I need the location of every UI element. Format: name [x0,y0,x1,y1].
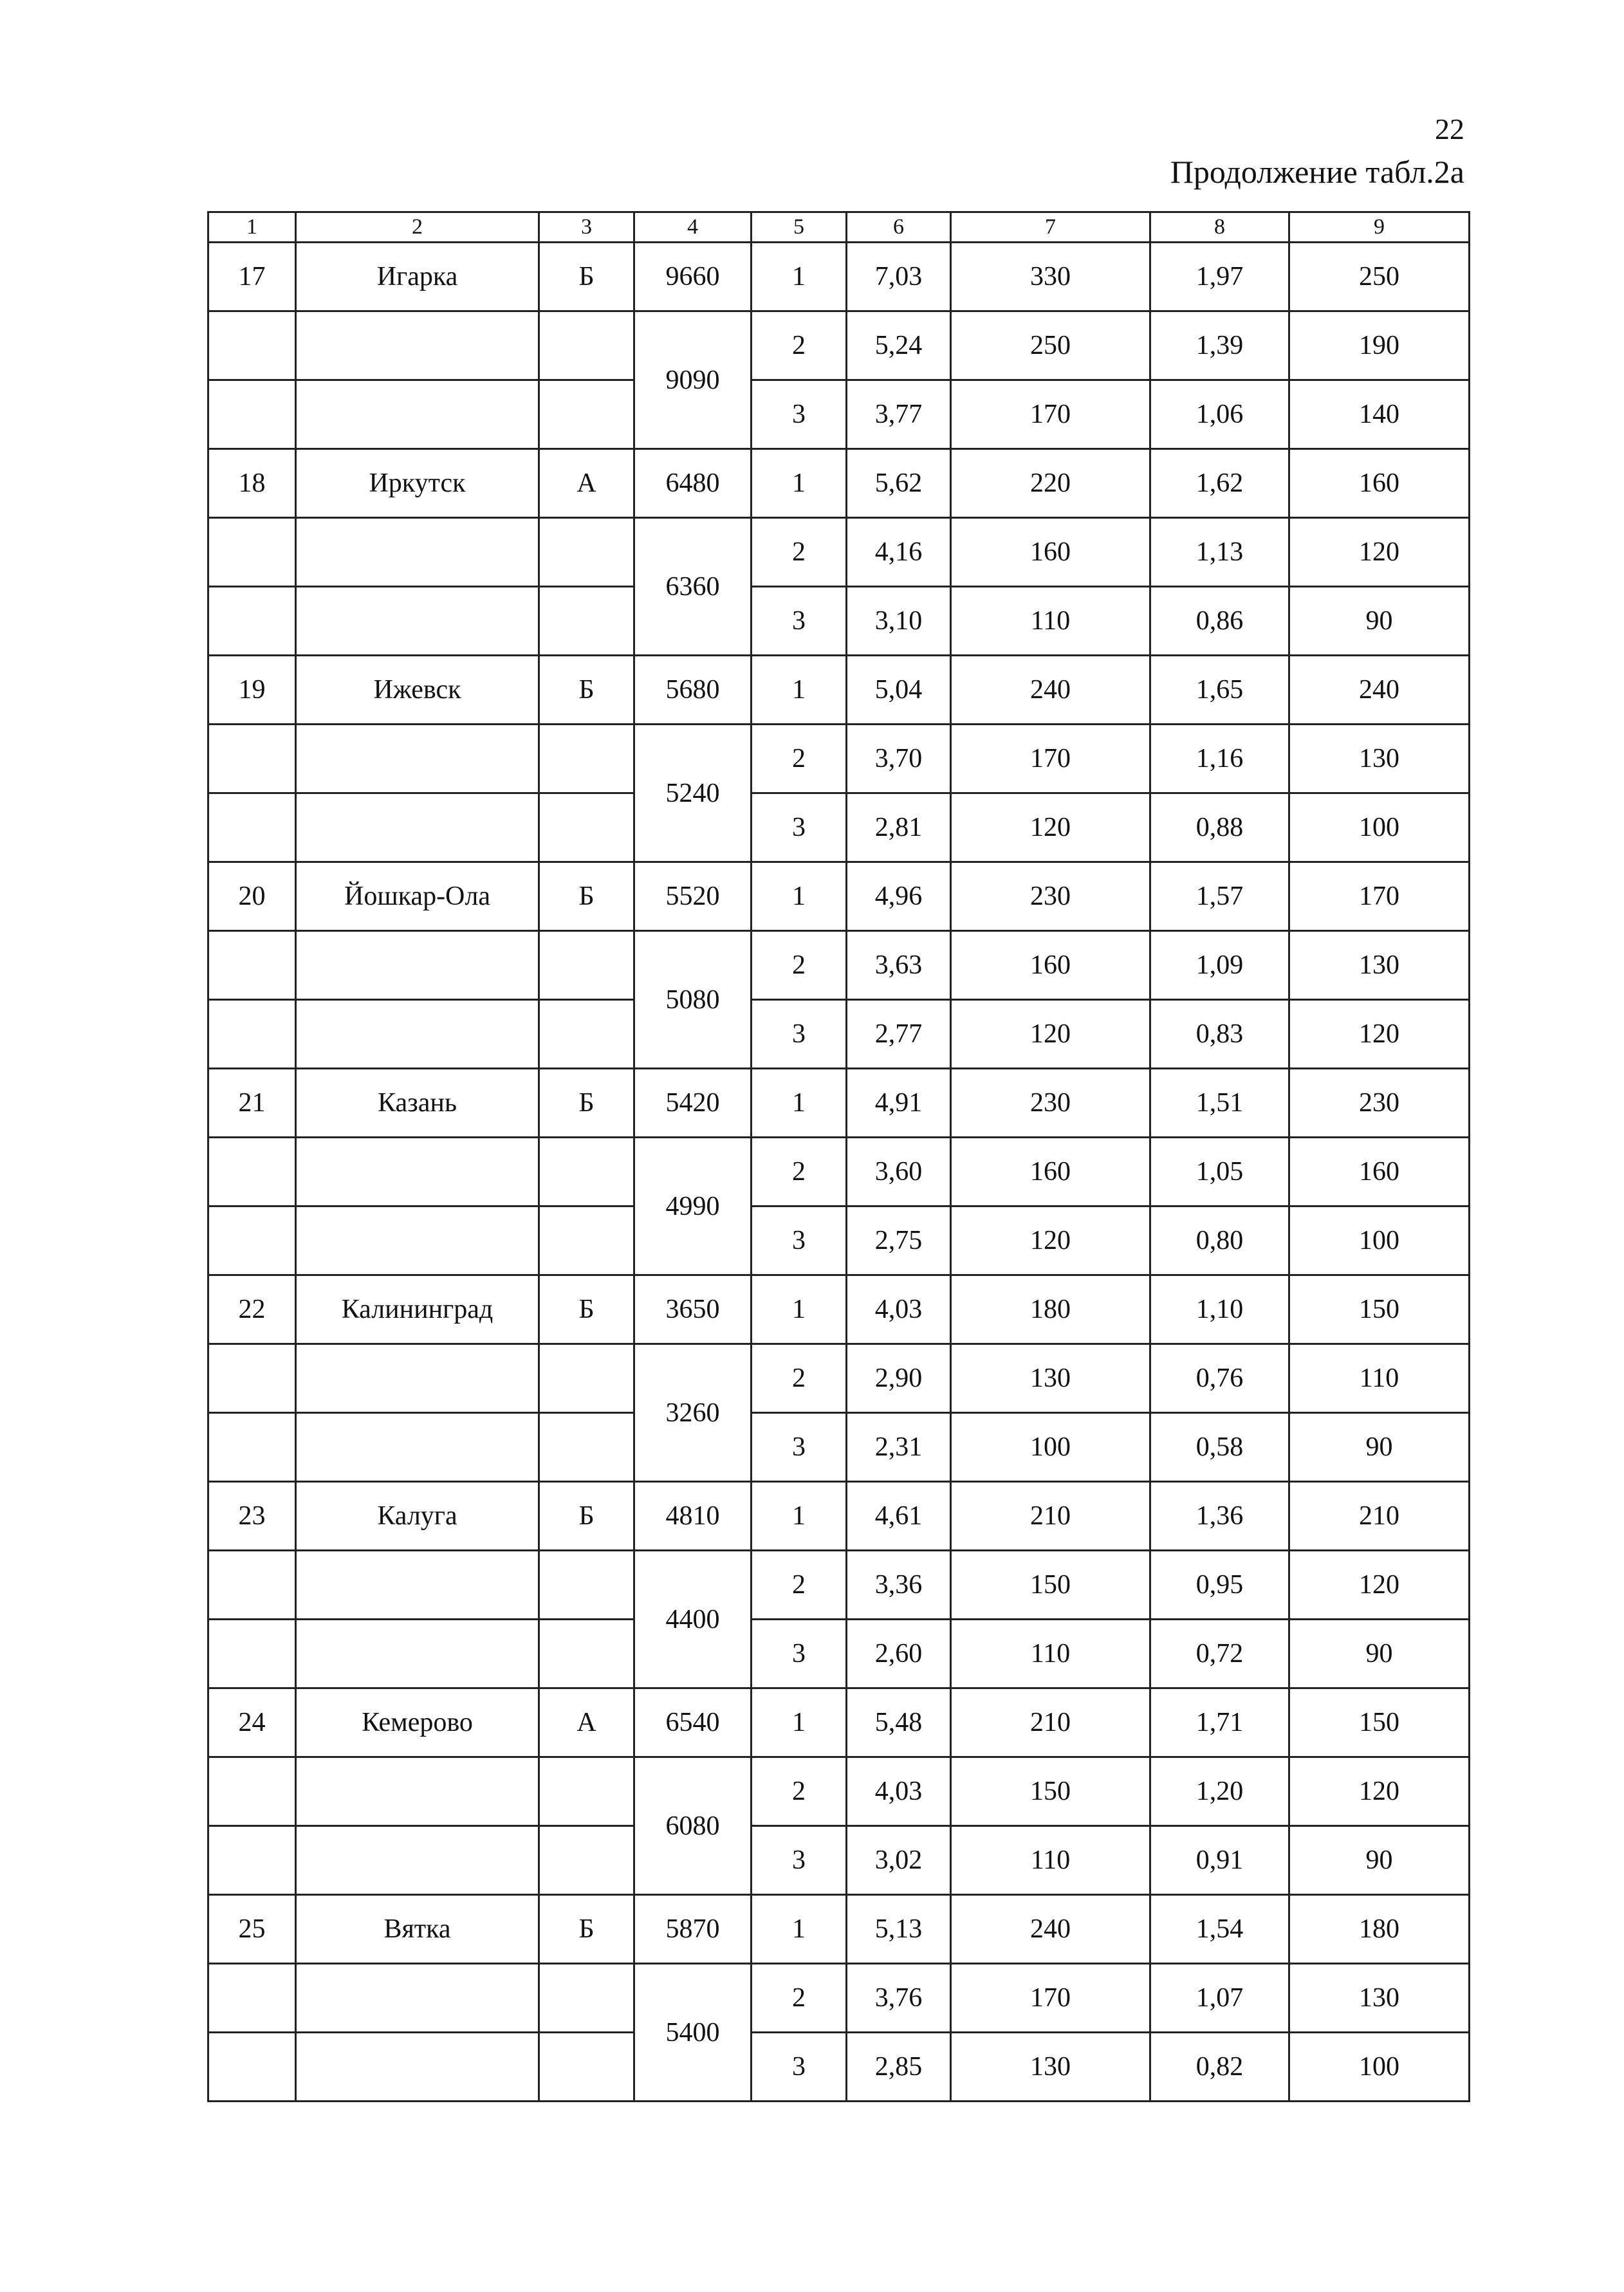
empty-cell [296,587,539,656]
table-row-main [208,449,1470,518]
col9-value: 240 [1289,656,1470,725]
col4-value: 5400 [634,1964,752,2102]
city-name: Игарка [296,243,539,311]
column-number: 5 [752,212,847,243]
zone-letter: А [539,1688,634,1757]
empty-cell [208,1757,296,1826]
col7-value: 100 [951,1413,1150,1482]
column-number: 7 [951,212,1150,243]
empty-cell [208,1206,296,1275]
col9-value: 160 [1289,449,1470,518]
table-row-sub [208,1344,1470,1413]
col4-value: 6360 [634,518,752,656]
page-number: 22 [1435,113,1464,145]
col5-value: 3 [752,587,847,656]
col7-value: 240 [951,656,1150,725]
col8-value: 1,09 [1150,931,1289,1000]
city-name: Иркутск [296,449,539,518]
zone-letter: Б [539,1275,634,1344]
col4-value: 6540 [634,1688,752,1757]
col8-value: 1,71 [1150,1688,1289,1757]
empty-cell [296,2033,539,2102]
table-row-sub [208,1757,1470,1826]
empty-cell [296,1000,539,1069]
table-row-sub [208,1620,1470,1688]
col7-value: 180 [951,1275,1150,1344]
col7-value: 250 [951,311,1150,380]
col4-value: 6480 [634,449,752,518]
col7-value: 330 [951,243,1150,311]
col6-value: 2,60 [847,1620,951,1688]
col9-value: 90 [1289,1826,1470,1895]
col5-value: 2 [752,1138,847,1206]
col7-value: 120 [951,793,1150,862]
col4-value: 4400 [634,1551,752,1688]
empty-cell [296,1964,539,2033]
col5-value: 3 [752,1620,847,1688]
col9-value: 120 [1289,1000,1470,1069]
col7-value: 160 [951,931,1150,1000]
empty-cell [296,1620,539,1688]
col5-value: 3 [752,793,847,862]
col6-value: 2,81 [847,793,951,862]
col5-value: 1 [752,656,847,725]
col7-value: 170 [951,1964,1150,2033]
col8-value: 1,10 [1150,1275,1289,1344]
station-number: 25 [208,1895,296,1964]
col8-value: 0,72 [1150,1620,1289,1688]
empty-cell [539,931,634,1000]
col7-value: 130 [951,2033,1150,2102]
col8-value: 1,36 [1150,1482,1289,1551]
empty-cell [539,725,634,793]
table-row-main [208,1275,1470,1344]
col9-value: 230 [1289,1069,1470,1138]
col8-value: 0,86 [1150,587,1289,656]
col6-value: 3,02 [847,1826,951,1895]
column-number: 4 [634,212,752,243]
col6-value: 3,10 [847,587,951,656]
col7-value: 160 [951,518,1150,587]
table-row-main [208,656,1470,725]
station-number: 24 [208,1688,296,1757]
col6-value: 3,63 [847,931,951,1000]
table-row-sub [208,1206,1470,1275]
empty-cell [208,1551,296,1620]
empty-cell [296,1826,539,1895]
station-number: 21 [208,1069,296,1138]
col6-value: 3,60 [847,1138,951,1206]
table-body [208,212,1470,2102]
col8-value: 1,62 [1150,449,1289,518]
empty-cell [208,1964,296,2033]
col6-value: 3,76 [847,1964,951,2033]
table-row-main [208,1069,1470,1138]
col5-value: 1 [752,449,847,518]
col9-value: 100 [1289,793,1470,862]
col4-value: 5240 [634,725,752,862]
empty-cell [539,1344,634,1413]
col4-value: 6080 [634,1757,752,1895]
col6-value: 4,16 [847,518,951,587]
table-row-sub [208,725,1470,793]
col8-value: 0,80 [1150,1206,1289,1275]
empty-cell [539,2033,634,2102]
empty-cell [539,1620,634,1688]
col7-value: 170 [951,380,1150,449]
table-row-sub [208,931,1470,1000]
col5-value: 2 [752,931,847,1000]
col5-value: 2 [752,311,847,380]
col6-value: 2,75 [847,1206,951,1275]
col9-value: 170 [1289,862,1470,931]
col9-value: 90 [1289,1620,1470,1688]
col4-value: 9090 [634,311,752,449]
col8-value: 1,20 [1150,1757,1289,1826]
station-number: 19 [208,656,296,725]
col7-value: 110 [951,1826,1150,1895]
empty-cell [296,1551,539,1620]
col4-value: 5680 [634,656,752,725]
table-row-main [208,862,1470,931]
col7-value: 230 [951,1069,1150,1138]
empty-cell [296,1757,539,1826]
empty-cell [296,1206,539,1275]
data-table [207,211,1470,2102]
col7-value: 220 [951,449,1150,518]
zone-letter: А [539,449,634,518]
table-row-sub [208,1413,1470,1482]
empty-cell [296,380,539,449]
city-name: Казань [296,1069,539,1138]
col6-value: 3,70 [847,725,951,793]
col9-value: 120 [1289,1551,1470,1620]
col4-value: 4990 [634,1138,752,1275]
empty-cell [208,380,296,449]
empty-cell [208,518,296,587]
col5-value: 2 [752,1551,847,1620]
col5-value: 1 [752,1482,847,1551]
col5-value: 1 [752,243,847,311]
empty-cell [296,518,539,587]
station-number: 22 [208,1275,296,1344]
col9-value: 90 [1289,1413,1470,1482]
table-caption: Продолжение табл.2а [1170,154,1464,190]
empty-cell [208,2033,296,2102]
col6-value: 4,91 [847,1069,951,1138]
col6-value: 2,90 [847,1344,951,1413]
col6-value: 2,31 [847,1413,951,1482]
col6-value: 3,77 [847,380,951,449]
column-number: 6 [847,212,951,243]
col7-value: 210 [951,1482,1150,1551]
empty-cell [539,587,634,656]
col8-value: 0,82 [1150,2033,1289,2102]
column-number: 9 [1289,212,1470,243]
col4-value: 9660 [634,243,752,311]
col4-value: 3260 [634,1344,752,1482]
col9-value: 210 [1289,1482,1470,1551]
empty-cell [208,1413,296,1482]
col6-value: 5,24 [847,311,951,380]
table-row-sub [208,380,1470,449]
empty-cell [539,1206,634,1275]
col9-value: 100 [1289,1206,1470,1275]
col6-value: 3,36 [847,1551,951,1620]
zone-letter: Б [539,1069,634,1138]
col9-value: 120 [1289,1757,1470,1826]
col5-value: 2 [752,1344,847,1413]
empty-cell [539,518,634,587]
col8-value: 1,05 [1150,1138,1289,1206]
empty-cell [208,587,296,656]
empty-cell [539,1826,634,1895]
empty-cell [296,793,539,862]
city-name: Калуга [296,1482,539,1551]
col8-value: 1,51 [1150,1069,1289,1138]
col7-value: 150 [951,1551,1150,1620]
col7-value: 110 [951,1620,1150,1688]
col8-value: 1,13 [1150,518,1289,587]
col6-value: 5,13 [847,1895,951,1964]
col6-value: 5,48 [847,1688,951,1757]
column-number-row [208,212,1470,243]
col6-value: 2,85 [847,2033,951,2102]
col6-value: 5,62 [847,449,951,518]
col7-value: 110 [951,587,1150,656]
col5-value: 1 [752,1275,847,1344]
col9-value: 130 [1289,1964,1470,2033]
col4-value: 5080 [634,931,752,1069]
col9-value: 190 [1289,311,1470,380]
zone-letter: Б [539,862,634,931]
col9-value: 140 [1289,380,1470,449]
col6-value: 4,96 [847,862,951,931]
col9-value: 100 [1289,2033,1470,2102]
col6-value: 5,04 [847,656,951,725]
col7-value: 150 [951,1757,1150,1826]
table-row-main [208,1688,1470,1757]
col8-value: 0,91 [1150,1826,1289,1895]
table-row-sub [208,311,1470,380]
col6-value: 4,03 [847,1757,951,1826]
empty-cell [208,1000,296,1069]
col5-value: 2 [752,1757,847,1826]
city-name: Йошкар-Ола [296,862,539,931]
col9-value: 160 [1289,1138,1470,1206]
col4-value: 5420 [634,1069,752,1138]
column-number: 3 [539,212,634,243]
table-row-main [208,1482,1470,1551]
col6-value: 2,77 [847,1000,951,1069]
col4-value: 3650 [634,1275,752,1344]
table-row-sub [208,518,1470,587]
col9-value: 150 [1289,1275,1470,1344]
col9-value: 130 [1289,931,1470,1000]
col5-value: 2 [752,1964,847,2033]
station-number: 18 [208,449,296,518]
col7-value: 230 [951,862,1150,931]
table-row-sub [208,1826,1470,1895]
col7-value: 120 [951,1206,1150,1275]
col8-value: 1,16 [1150,725,1289,793]
empty-cell [208,725,296,793]
col8-value: 1,39 [1150,311,1289,380]
empty-cell [539,793,634,862]
col5-value: 3 [752,380,847,449]
col7-value: 120 [951,1000,1150,1069]
col7-value: 170 [951,725,1150,793]
col7-value: 160 [951,1138,1150,1206]
table-row-main [208,243,1470,311]
empty-cell [539,380,634,449]
city-name: Кемерово [296,1688,539,1757]
col8-value: 1,65 [1150,656,1289,725]
col5-value: 2 [752,518,847,587]
col5-value: 3 [752,2033,847,2102]
table-row-sub [208,587,1470,656]
empty-cell [539,1413,634,1482]
table-row-sub [208,2033,1470,2102]
col8-value: 1,07 [1150,1964,1289,2033]
empty-cell [208,793,296,862]
empty-cell [296,725,539,793]
zone-letter: Б [539,1895,634,1964]
empty-cell [208,1344,296,1413]
col8-value: 1,97 [1150,243,1289,311]
col7-value: 240 [951,1895,1150,1964]
column-number: 1 [208,212,296,243]
col5-value: 1 [752,1688,847,1757]
empty-cell [539,1551,634,1620]
empty-cell [296,1413,539,1482]
col5-value: 1 [752,1895,847,1964]
col5-value: 3 [752,1000,847,1069]
table-row-sub [208,1000,1470,1069]
station-number: 20 [208,862,296,931]
col4-value: 5520 [634,862,752,931]
col9-value: 180 [1289,1895,1470,1964]
col9-value: 150 [1289,1688,1470,1757]
column-number: 2 [296,212,539,243]
col9-value: 120 [1289,518,1470,587]
city-name: Вятка [296,1895,539,1964]
col6-value: 4,03 [847,1275,951,1344]
col7-value: 210 [951,1688,1150,1757]
empty-cell [208,1138,296,1206]
col5-value: 3 [752,1206,847,1275]
station-number: 23 [208,1482,296,1551]
col5-value: 3 [752,1413,847,1482]
empty-cell [208,1620,296,1688]
col4-value: 4810 [634,1482,752,1551]
col9-value: 110 [1289,1344,1470,1413]
col5-value: 2 [752,725,847,793]
empty-cell [539,1757,634,1826]
table-row-sub [208,1551,1470,1620]
table-row-sub [208,1138,1470,1206]
empty-cell [208,311,296,380]
zone-letter: Б [539,1482,634,1551]
empty-cell [296,311,539,380]
col8-value: 0,58 [1150,1413,1289,1482]
empty-cell [296,931,539,1000]
empty-cell [208,931,296,1000]
table-row-sub [208,1964,1470,2033]
empty-cell [208,1826,296,1895]
col8-value: 1,54 [1150,1895,1289,1964]
city-name: Калининград [296,1275,539,1344]
col7-value: 130 [951,1344,1150,1413]
col5-value: 1 [752,1069,847,1138]
col9-value: 250 [1289,243,1470,311]
empty-cell [539,311,634,380]
col5-value: 1 [752,862,847,931]
col8-value: 0,88 [1150,793,1289,862]
empty-cell [539,1138,634,1206]
table-row-sub [208,793,1470,862]
col8-value: 0,95 [1150,1551,1289,1620]
station-number: 17 [208,243,296,311]
empty-cell [539,1964,634,2033]
col5-value: 3 [752,1826,847,1895]
city-name: Ижевск [296,656,539,725]
empty-cell [296,1138,539,1206]
col6-value: 4,61 [847,1482,951,1551]
col6-value: 7,03 [847,243,951,311]
col8-value: 1,57 [1150,862,1289,931]
col8-value: 0,83 [1150,1000,1289,1069]
col9-value: 130 [1289,725,1470,793]
col9-value: 90 [1289,587,1470,656]
zone-letter: Б [539,656,634,725]
col4-value: 5870 [634,1895,752,1964]
zone-letter: Б [539,243,634,311]
empty-cell [539,1000,634,1069]
column-number: 8 [1150,212,1289,243]
table-row-main [208,1895,1470,1964]
col8-value: 0,76 [1150,1344,1289,1413]
col8-value: 1,06 [1150,380,1289,449]
empty-cell [296,1344,539,1413]
